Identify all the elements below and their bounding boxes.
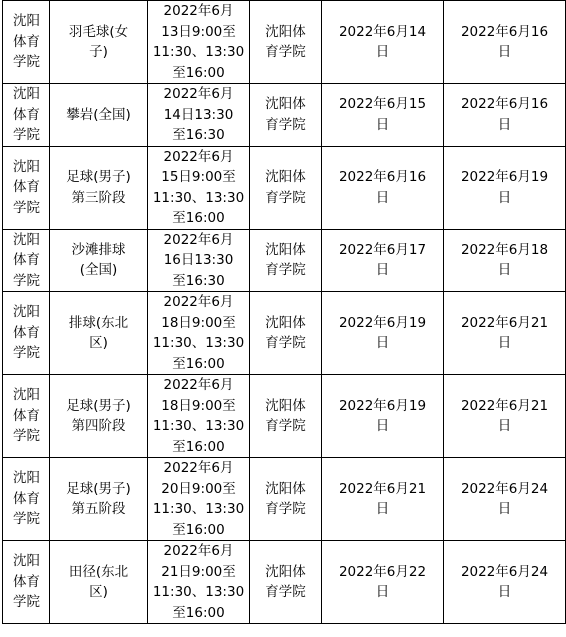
departure-date-line: 日 xyxy=(497,189,512,206)
time-cell xyxy=(148,84,250,147)
table-row xyxy=(3,375,566,458)
schedule-body xyxy=(3,1,566,624)
departure-date-line: 日 xyxy=(497,262,512,279)
departure-date-line: 2022年6月19 xyxy=(460,169,549,185)
venue-line: 沈阳体 xyxy=(265,480,306,497)
arrival-date-cell xyxy=(322,146,444,229)
venue-cell xyxy=(250,84,322,147)
venue-line: 育学院 xyxy=(265,501,306,517)
venue-line: 育学院 xyxy=(265,262,306,279)
venue-line: 育学院 xyxy=(265,44,306,60)
organizer-line: 学院 xyxy=(13,199,40,216)
event-line: 第四阶段 xyxy=(71,418,126,434)
organizer-cell xyxy=(3,541,50,624)
event-line: 区) xyxy=(89,335,108,351)
venue-cell xyxy=(250,292,322,375)
venue-cell xyxy=(250,229,322,292)
time-line: 11:30、13:30 xyxy=(152,335,245,351)
arrival-date-cell xyxy=(322,229,444,292)
event-line: (全国) xyxy=(79,262,118,279)
venue-line: 沈阳体 xyxy=(265,241,306,258)
venue-line: 沈阳体 xyxy=(265,169,306,185)
event-line: 子) xyxy=(89,44,108,60)
arrival-date-line: 日 xyxy=(375,584,390,600)
arrival-date-line: 2022年6月15 xyxy=(338,96,427,113)
departure-date-line: 日 xyxy=(497,335,512,351)
organizer-line: 沈阳 xyxy=(13,13,40,30)
arrival-date-cell xyxy=(322,458,444,541)
time-line: 16日13:30 xyxy=(163,252,234,268)
departure-date-line: 日 xyxy=(497,44,512,60)
event-cell xyxy=(50,229,148,292)
departure-date-cell xyxy=(444,375,566,458)
time-line: 11:30、13:30 xyxy=(152,189,245,206)
venue-line: 沈阳体 xyxy=(265,563,306,580)
event-line: 第五阶段 xyxy=(71,501,126,517)
organizer-line: 沈阳 xyxy=(13,86,40,102)
time-line: 11:30、13:30 xyxy=(152,501,245,517)
departure-date-line: 2022年6月16 xyxy=(460,96,549,113)
organizer-cell xyxy=(3,1,50,84)
organizer-line: 体育 xyxy=(13,179,40,196)
arrival-date-line: 2022年6月19 xyxy=(338,397,427,414)
time-line: 2022年6月 xyxy=(163,377,234,393)
event-line: 足球(男子) xyxy=(66,480,131,497)
time-line: 2022年6月 xyxy=(163,460,234,476)
time-cell xyxy=(148,375,250,458)
departure-date-cell xyxy=(444,1,566,84)
departure-date-cell xyxy=(444,229,566,292)
schedule-table xyxy=(2,0,566,624)
venue-cell xyxy=(250,1,322,84)
venue-line: 育学院 xyxy=(265,116,306,133)
organizer-line: 学院 xyxy=(13,428,40,445)
arrival-date-line: 日 xyxy=(375,501,390,517)
time-line: 至16:00 xyxy=(172,521,225,538)
arrival-date-cell xyxy=(322,292,444,375)
organizer-line: 沈阳 xyxy=(13,387,40,404)
venue-line: 育学院 xyxy=(265,418,306,434)
arrival-date-cell xyxy=(322,1,444,84)
time-cell xyxy=(148,146,250,229)
departure-date-line: 2022年6月21 xyxy=(460,314,549,331)
venue-line: 沈阳体 xyxy=(265,96,306,113)
time-line: 2022年6月 xyxy=(163,148,234,165)
departure-date-cell xyxy=(444,458,566,541)
organizer-cell xyxy=(3,458,50,541)
arrival-date-line: 日 xyxy=(375,418,390,434)
departure-date-line: 2022年6月24 xyxy=(460,563,549,580)
time-line: 2022年6月 xyxy=(163,543,234,559)
event-cell xyxy=(50,84,148,147)
departure-date-cell xyxy=(444,146,566,229)
time-cell xyxy=(148,458,250,541)
organizer-cell xyxy=(3,375,50,458)
time-line: 至16:00 xyxy=(172,64,225,81)
time-line: 至16:00 xyxy=(172,355,225,372)
event-cell xyxy=(50,1,148,84)
organizer-cell xyxy=(3,146,50,229)
venue-line: 育学院 xyxy=(265,335,306,351)
event-line: 第三阶段 xyxy=(71,189,126,206)
organizer-line: 学院 xyxy=(13,127,40,143)
departure-date-line: 日 xyxy=(497,418,512,434)
departure-date-line: 2022年6月16 xyxy=(460,23,549,40)
time-cell xyxy=(148,541,250,624)
departure-date-line: 2022年6月24 xyxy=(460,480,549,497)
arrival-date-cell xyxy=(322,375,444,458)
event-cell xyxy=(50,375,148,458)
time-line: 2022年6月 xyxy=(163,3,234,19)
event-line: 攀岩(全国) xyxy=(66,106,131,123)
organizer-line: 学院 xyxy=(13,345,40,362)
departure-date-cell xyxy=(444,541,566,624)
table-row xyxy=(3,1,566,84)
organizer-line: 学院 xyxy=(13,594,40,611)
event-cell xyxy=(50,292,148,375)
arrival-date-line: 日 xyxy=(375,116,390,133)
table-row xyxy=(3,146,566,229)
arrival-date-line: 2022年6月21 xyxy=(338,480,427,497)
arrival-date-line: 日 xyxy=(375,44,390,60)
organizer-line: 体育 xyxy=(13,106,40,123)
organizer-line: 沈阳 xyxy=(13,470,40,487)
arrival-date-line: 2022年6月22 xyxy=(338,563,427,580)
venue-cell xyxy=(250,146,322,229)
time-line: 2022年6月 xyxy=(163,294,234,310)
event-cell xyxy=(50,541,148,624)
time-line: 13日9:00至 xyxy=(161,23,236,40)
organizer-line: 学院 xyxy=(13,54,40,71)
table-row xyxy=(3,458,566,541)
organizer-cell xyxy=(3,84,50,147)
event-cell xyxy=(50,458,148,541)
time-line: 11:30、13:30 xyxy=(152,584,245,600)
organizer-line: 体育 xyxy=(13,324,40,341)
arrival-date-line: 日 xyxy=(375,262,390,279)
table-row xyxy=(3,229,566,292)
table-row xyxy=(3,292,566,375)
event-line: 田径(东北 xyxy=(68,563,129,580)
organizer-line: 体育 xyxy=(13,33,40,50)
organizer-line: 沈阳 xyxy=(13,231,40,248)
venue-line: 育学院 xyxy=(265,584,306,600)
departure-date-line: 日 xyxy=(497,584,512,600)
departure-date-cell xyxy=(444,292,566,375)
arrival-date-cell xyxy=(322,84,444,147)
arrival-date-line: 日 xyxy=(375,335,390,351)
table-row xyxy=(3,84,566,147)
organizer-cell xyxy=(3,292,50,375)
arrival-date-cell xyxy=(322,541,444,624)
time-line: 14日13:30 xyxy=(163,106,234,123)
time-line: 18日9:00至 xyxy=(161,314,236,331)
venue-cell xyxy=(250,375,322,458)
departure-date-cell xyxy=(444,84,566,147)
event-line: 排球(东北 xyxy=(68,314,129,331)
event-line: 羽毛球(女 xyxy=(68,23,129,40)
time-cell xyxy=(148,1,250,84)
time-cell xyxy=(148,292,250,375)
departure-date-line: 2022年6月18 xyxy=(460,241,549,258)
organizer-cell xyxy=(3,229,50,292)
time-line: 18日9:00至 xyxy=(161,397,236,414)
time-line: 至16:30 xyxy=(172,272,225,289)
arrival-date-line: 2022年6月14 xyxy=(338,23,427,40)
organizer-line: 体育 xyxy=(13,252,40,268)
organizer-line: 沈阳 xyxy=(13,304,40,321)
arrival-date-line: 2022年6月16 xyxy=(338,169,427,185)
arrival-date-line: 日 xyxy=(375,189,390,206)
time-line: 至16:00 xyxy=(172,210,225,226)
time-line: 2022年6月 xyxy=(163,231,234,248)
time-line: 至16:00 xyxy=(172,438,225,455)
table-row xyxy=(3,541,566,624)
time-line: 21日9:00至 xyxy=(161,563,236,580)
time-line: 11:30、13:30 xyxy=(152,44,245,60)
time-line: 至16:00 xyxy=(172,604,225,621)
time-line: 至16:30 xyxy=(172,127,225,143)
arrival-date-line: 2022年6月17 xyxy=(338,241,427,258)
departure-date-line: 日 xyxy=(497,501,512,517)
venue-line: 沈阳体 xyxy=(265,314,306,331)
venue-cell xyxy=(250,541,322,624)
departure-date-line: 2022年6月21 xyxy=(460,397,549,414)
event-line: 足球(男子) xyxy=(66,169,131,185)
event-line: 足球(男子) xyxy=(66,397,131,414)
organizer-line: 体育 xyxy=(13,407,40,424)
time-line: 15日9:00至 xyxy=(161,169,236,185)
venue-line: 沈阳体 xyxy=(265,23,306,40)
event-line: 区) xyxy=(89,584,108,600)
time-line: 2022年6月 xyxy=(163,86,234,102)
venue-line: 育学院 xyxy=(265,189,306,206)
venue-cell xyxy=(250,458,322,541)
organizer-line: 沈阳 xyxy=(13,553,40,570)
time-line: 20日9:00至 xyxy=(161,480,236,497)
organizer-line: 沈阳 xyxy=(13,158,40,175)
venue-line: 沈阳体 xyxy=(265,397,306,414)
event-line: 沙滩排球 xyxy=(71,241,126,258)
organizer-line: 体育 xyxy=(13,490,40,507)
organizer-line: 体育 xyxy=(13,573,40,590)
time-line: 11:30、13:30 xyxy=(152,418,245,434)
arrival-date-line: 2022年6月19 xyxy=(338,314,427,331)
event-cell xyxy=(50,146,148,229)
time-cell xyxy=(148,229,250,292)
organizer-line: 学院 xyxy=(13,511,40,528)
organizer-line: 学院 xyxy=(13,272,40,289)
departure-date-line: 日 xyxy=(497,116,512,133)
